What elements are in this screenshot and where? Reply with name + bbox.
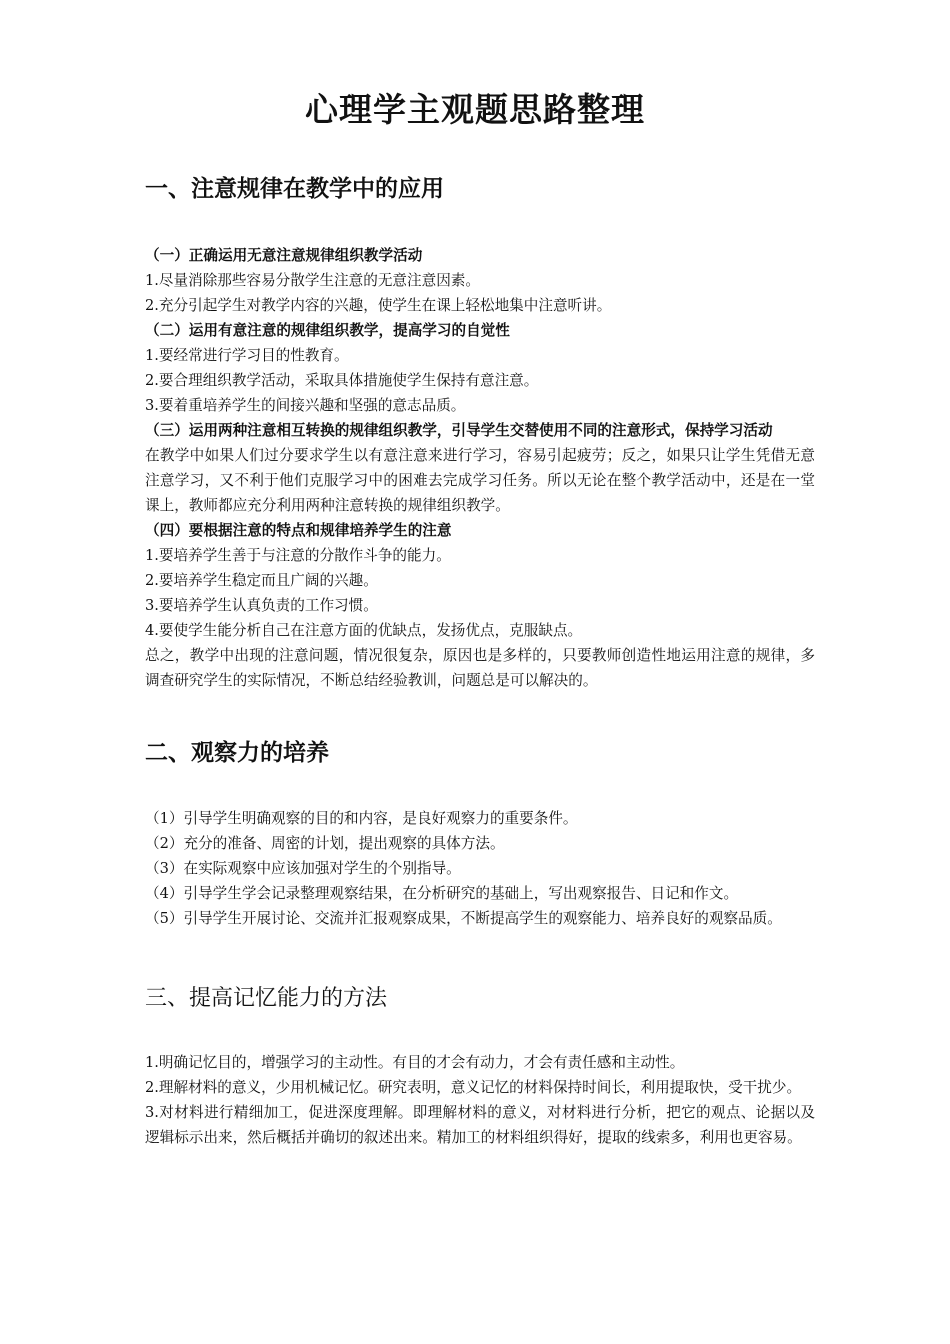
section1-paragraph-4: 2.要合理组织教学活动，采取具体措施使学生保持有意注意。 [145,372,539,389]
section1-paragraph-2: 2.充分引起学生对教学内容的兴趣，使学生在课上轻松地集中注意听讲。 [145,297,612,314]
section1-paragraph-5: 3.要着重培养学生的间接兴趣和坚强的意志品质。 [145,397,466,414]
section2-paragraph-3: （3）在实际观察中应该加强对学生的个别指导。 [145,860,461,877]
document-title: 心理学主观题思路整理 [305,90,645,129]
section2-paragraph-4: （4）引导学生学会记录整理观察结果，在分析研究的基础上，写出观察报告、日记和作文。 [145,885,739,902]
section1-paragraph-1: 1.尽量消除那些容易分散学生注意的无意注意因素。 [145,272,480,289]
section3-paragraph-3: 3.对材料进行精细加工，促进深度理解。即理解材料的意义，对材料进行分析，把它的观点、论据以及逻辑标示出来，然后概括并确切的叙述出来。精加工的材料组织得好，提取的线索多，利用也更容易。 [145,1104,815,1146]
section3-body [145,1050,815,1150]
section3-paragraph-2: 2.理解材料的意义，少用机械记忆。研究表明，意义记忆的材料保持时间长，利用提取快，受干扰少。 [145,1079,802,1096]
section1-paragraph-10: 4.要使学生能分析自己在注意方面的优缺点，发扬优点，克服缺点。 [145,622,583,639]
section1-subheading-3: （三）运用两种注意相互转换的规律组织教学，引导学生交替使用不同的注意形式，保持学习活动 [145,422,773,439]
section1-heading: 一、注意规律在教学中的应用 [145,176,444,202]
section2-paragraph-1: （1）引导学生明确观察的目的和内容，是良好观察力的重要条件。 [145,810,578,827]
section1-paragraph-9: 3.要培养学生认真负责的工作习惯。 [145,597,378,614]
section2-heading: 二、观察力的培养 [145,740,329,766]
section1-subheading-1: （一）正确运用无意注意规律组织教学活动 [145,247,423,264]
section2-paragraph-2: （2）充分的准备、周密的计划，提出观察的具体方法。 [145,835,505,852]
section2-paragraph-5: （5）引导学生开展讨论、交流并汇报观察成果，不断提高学生的观察能力、培养良好的观察品质。 [145,910,782,927]
section1-subheading-4: （四）要根据注意的特点和规律培养学生的注意 [145,522,452,539]
section1-paragraph-6: 在教学中如果人们过分要求学生以有意注意来进行学习，容易引起疲劳；反之，如果只让学生凭借无意注意学习，又不利于他们克服学习中的困难去完成学习任务。所以无论在整个教学活动中，还是在一堂课上，教师都应充分利用两种注意转换的规律组织教学。 [145,447,815,514]
section1-subheading-2: （二）运用有意注意的规律组织教学，提高学习的自觉性 [145,322,510,339]
section1-paragraph-11: 总之，教学中出现的注意问题，情况很复杂，原因也是多样的，只要教师创造性地运用注意的规律，多调查研究学生的实际情况，不断总结经验教训，问题总是可以解决的。 [145,647,815,689]
section2-body [145,806,815,931]
section1-body [145,243,815,693]
section1-paragraph-8: 2.要培养学生稳定而且广阔的兴趣。 [145,572,378,589]
section1-paragraph-7: 1.要培养学生善于与注意的分散作斗争的能力。 [145,547,451,564]
section3-paragraph-1: 1.明确记忆目的，增强学习的主动性。有目的才会有动力，才会有责任感和主动性。 [145,1054,685,1071]
section3-heading: 三、提高记忆能力的方法 [145,986,388,1011]
section1-paragraph-3: 1.要经常进行学习目的性教育。 [145,347,349,364]
